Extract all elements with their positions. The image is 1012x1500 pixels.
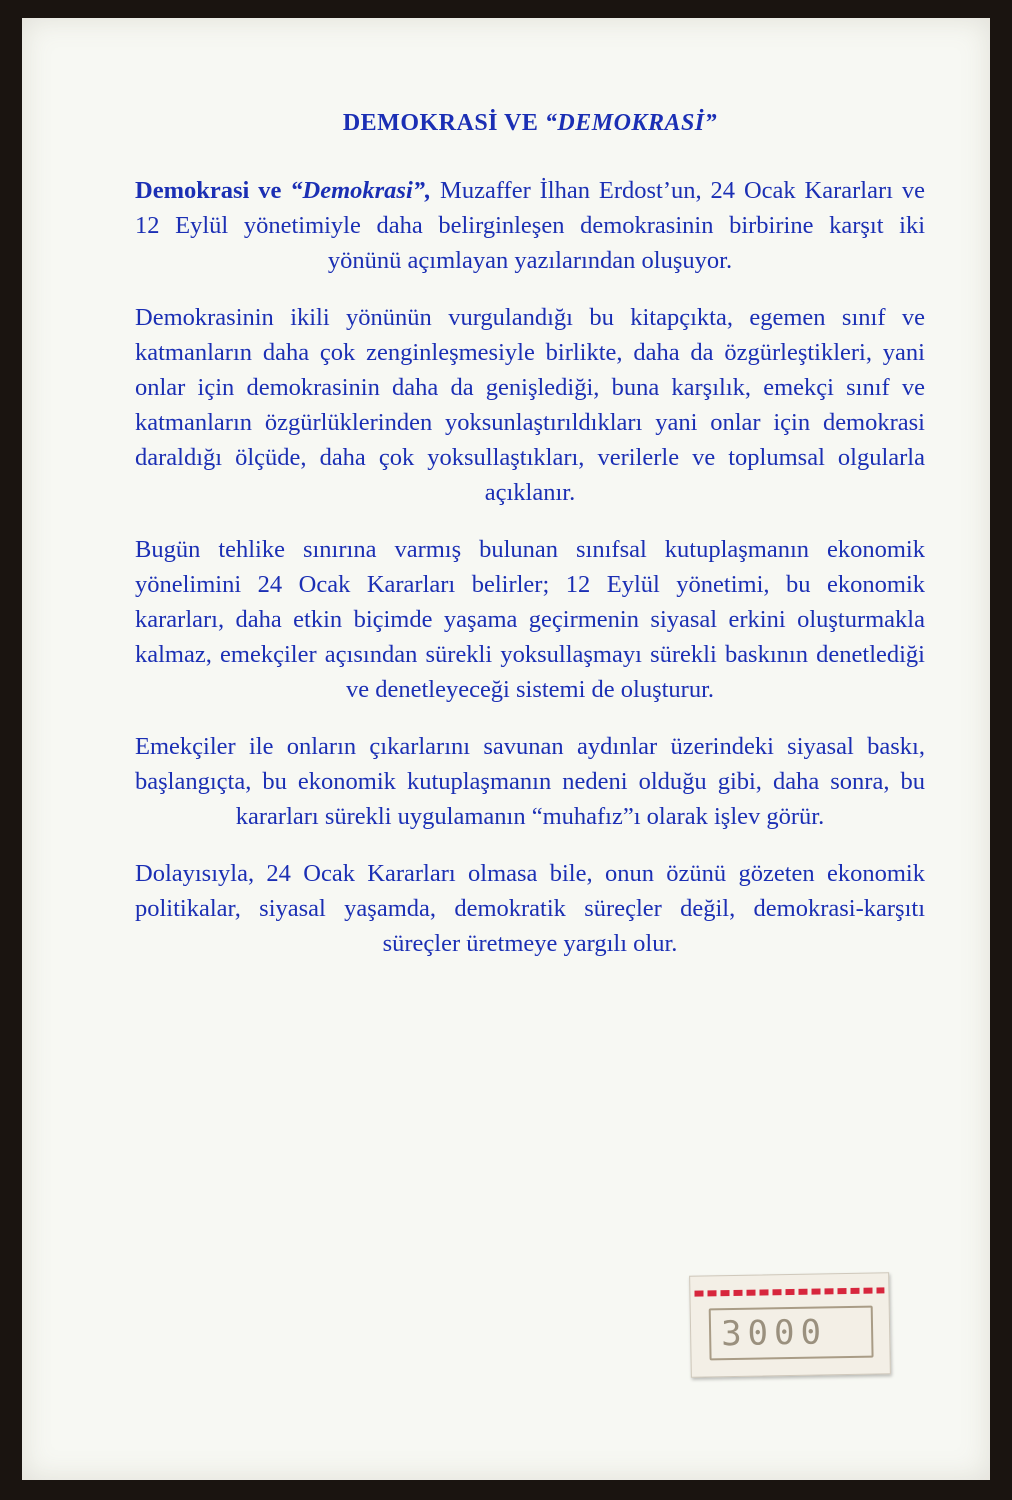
title-italic: “DEMOKRASİ” — [544, 110, 718, 136]
sticker-stripe — [694, 1287, 884, 1296]
paragraph-1 — [135, 173, 925, 278]
price-sticker — [689, 1272, 891, 1377]
paragraph-1-text: Muzaffer İlhan Erdost’un, 24 Ocak Kararları ve 12 Eylül yönetimiyle daha belirginleşen demokrasinin birbirine karşıt iki yönünü açımlayan yazılarından oluşuyor. — [135, 177, 925, 274]
title-main: DEMOKRASİ VE — [342, 110, 545, 136]
price-value: 3000 — [720, 1312, 828, 1355]
paragraph-3: Bugün tehlike sınırına varmış bulunan sınıfsal kutuplaşmanın ekonomik yönelimini 24 Ocak Kararları belirler; 12 Eylül yönetimi, bu ekonomik kararları, daha etkin biçimde yaşama geçirmenin siyasal erkini oluşturmakla kalmaz, emekçiler açısından sürekli yoksullaşmayı sürekli baskının denetlediği ve denetleyeceği sistemi de oluşturur. — [135, 536, 925, 703]
paragraph-1-lead-bold: Demokrasi ve — [135, 177, 291, 204]
paragraph-1-lead-italic: “Demokrasi”, — [290, 177, 432, 204]
blurb — [135, 110, 925, 983]
paragraph-4: Emekçiler ile onların çıkarlarını savunan aydınlar üzerindeki siyasal baskı, başlangıçta, bu ekonomik kutuplaşmanın nedeni olduğu gibi, daha sonra, bu kararları sürekli uygulamanın “muhafız”ı olarak işlev görür. — [135, 733, 925, 830]
book-back-cover — [22, 18, 990, 1480]
cover-title — [135, 110, 925, 137]
paragraph-5: Dolayısıyla, 24 Ocak Kararları olmasa bile, onun özünü gözeten ekonomik politikalar, siyasal yaşamda, demokratik süreçler değil, demokrasi-karşıtı süreçler üretmeye yargılı olur. — [135, 860, 925, 957]
paragraph-2: Demokrasinin ikili yönünün vurgulandığı bu kitapçıkta, egemen sınıf ve katmanların daha çok zenginleşmesiyle birlikte, daha da özgürleştikleri, yani onlar için demokrasinin daha da genişlediği, buna karşılık, emekçi sınıf ve katmanların özgürlüklerinden yoksunlaştırıldıkları yani onlar için demokrasi daraldığı ölçüde, daha çok yoksullaştıkları, verilerle ve toplumsal olgularla açıklanır. — [135, 304, 925, 506]
